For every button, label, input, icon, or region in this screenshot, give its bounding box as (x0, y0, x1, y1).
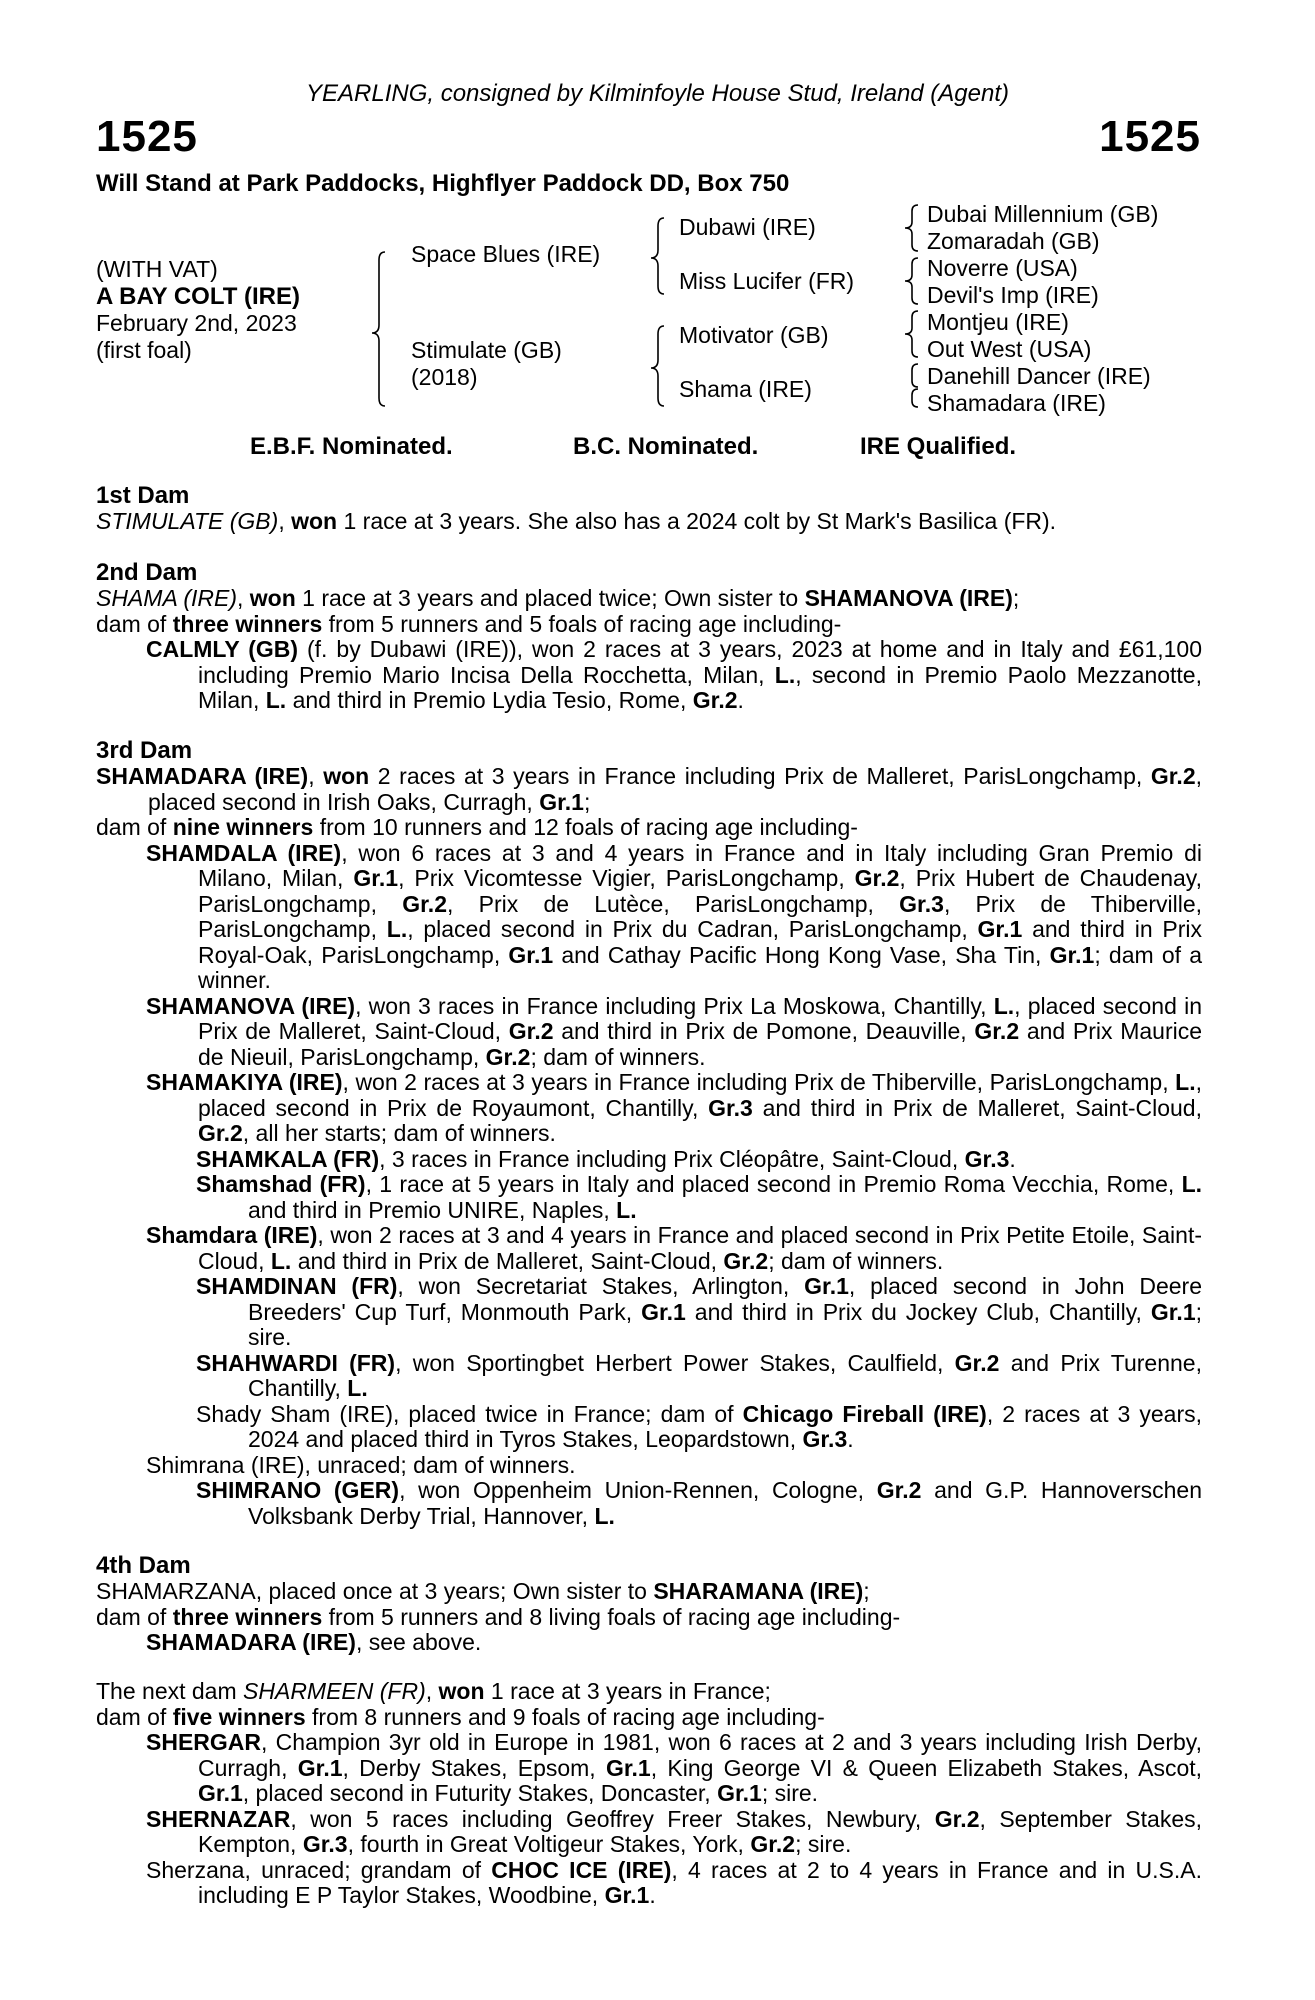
dam-sire-dam: Out West (USA) (927, 336, 1092, 362)
sherzana-entry: Sherzana, unraced; grandam of CHOC ICE (IRE), 4 races at 2 to 4 years in France and in U.S.A. including E P Taylor Stakes, Woodbine, Gr.1. (146, 1856, 1203, 1908)
dam-dam: Shama (IRE) (679, 376, 812, 402)
shamdinan-entry: SHAMDINAN (FR), won Secretariat Stakes, Arlington, Gr.1, placed second in John Deere Breeders' Cup Turf, Monmouth Park, Gr.1 and third in Prix du Jockey Club, Chantilly, Gr.1; sire. (196, 1273, 1203, 1350)
ebf-nomination: E.B.F. Nominated. (250, 433, 453, 460)
shimrano-entry: SHIMRANO (GER), won Oppenheim Union-Rennen, Cologne, Gr.2 and G.P. Hannoverschen Volksbank Derby Trial, Hannover, L. (196, 1477, 1202, 1529)
dam-sire-sire: Montjeu (IRE) (927, 309, 1069, 335)
sire-sire-dam: Zomaradah (GB) (927, 228, 1100, 254)
sire-dam-sire: Noverre (USA) (927, 255, 1078, 281)
lot-number-left: 1525 (96, 112, 198, 161)
dam-dam-dam: Shamadara (IRE) (927, 390, 1106, 416)
shamdara-entry: Shamdara (IRE), won 2 races at 3 and 4 years in France and placed second in Prix Petite Etoile, Saint-Cloud, L. and third in Prix de Malleret, Saint-Cloud, Gr.2; dam of winners. (146, 1222, 1203, 1274)
second-dam-produce: dam of three winners from 5 runners and 5 foals of racing age including- (96, 610, 842, 637)
shady-sham-entry: Shady Sham (IRE), placed twice in France; dam of Chicago Fireball (IRE), 2 races at 3 years, 2024 and placed third in Tyros Stakes, Leopardstown, Gr.3. (196, 1400, 1202, 1452)
calmly-entry: CALMLY (GB) (f. by Dubawi (IRE)), won 2 races at 3 years, 2023 at home and in Italy and £61,100 including Premio Mario Incisa Della Rocchetta, Milan, L., second in Premio Paolo Mezzanotte, Milan, L. and third in Premio Lydia Tesio, Rome, Gr.2. (146, 636, 1202, 713)
dam-year: (2018) (411, 364, 478, 390)
fourth-dam-produce: dam of three winners from 5 runners and 8 living foals of racing age including- (96, 1603, 901, 1630)
horse-foal-note: (first foal) (96, 337, 192, 363)
sire: Space Blues (IRE) (411, 241, 601, 267)
first-dam-section (96, 483, 1202, 535)
fourth-dam-text: SHAMARZANA, placed once at 3 years; Own sister to SHARAMANA (IRE); (96, 1578, 870, 1604)
second-dam-text: SHAMA (IRE), won 1 race at 3 years and placed twice; Own sister to SHAMANOVA (IRE); (96, 585, 1020, 611)
third-dam-text: SHAMADARA (IRE), won 2 races at 3 years in France including Prix de Malleret, ParisLongchamp, Gr.2, placed second in Irish Oaks, Curragh, Gr.1; (96, 763, 1203, 815)
shamdala-entry: SHAMDALA (IRE), won 6 races at 3 and 4 years in France and in Italy including Gran Premio di Milano, Milan, Gr.1, Prix Vicomtesse Vigier, ParisLongchamp, Gr.2, Prix Hubert de Chaudenay, ParisLongchamp, Gr.2, Prix de Lutèce, ParisLongchamp, Gr.3, Prix de Thiberville, ParisLongchamp, L., placed second in Prix du Cadran, ParisLongchamp, Gr.1 and third in Prix Royal-Oak, ParisLongchamp, Gr.1 and Cathay Pacific Hong Kong Vase, Sha Tin, Gr.1; dam of a winner. (146, 839, 1202, 993)
stand-location: Will Stand at Park Paddocks, Highflyer Paddock DD, Box 750 (96, 170, 790, 197)
shernazar-entry: SHERNAZAR, won 5 races including Geoffrey Freer Stakes, Newbury, Gr.2, September Stakes, Kempton, Gr.3, fourth in Great Voltigeur Stakes, York, Gr.2; sire. (146, 1805, 1203, 1857)
sire-dam-dam: Devil's Imp (IRE) (927, 282, 1099, 308)
second-dam-heading: 2nd Dam (96, 559, 198, 586)
next-dam-section (96, 1679, 1202, 1909)
dam: Stimulate (GB) (411, 337, 562, 363)
next-dam-text: The next dam SHARMEEN (FR), won 1 race at 3 years in France; (96, 1678, 771, 1704)
third-dam-produce: dam of nine winners from 10 runners and 12 foals of racing age including- (96, 814, 858, 840)
shamkala-entry: SHAMKALA (FR), 3 races in France including Prix Cléopâtre, Saint-Cloud, Gr.3. (196, 1145, 1016, 1172)
second-dam-section (96, 560, 1202, 714)
dam-dam-sire: Danehill Dancer (IRE) (927, 363, 1151, 389)
shimrana-entry: Shimrana (IRE), unraced; dam of winners. (146, 1451, 576, 1478)
dam-sire: Motivator (GB) (679, 322, 829, 348)
shergar-entry: SHERGAR, Champion 3yr old in Europe in 1981, won 6 races at 2 and 3 years including Irish Derby, Curragh, Gr.1, Derby Stakes, Epsom, Gr.1, King George VI & Queen Elizabeth Stakes, Ascot, Gr.1, placed second in Futurity Stakes, Doncaster, Gr.1; sire. (146, 1729, 1203, 1806)
third-dam-heading: 3rd Dam (96, 737, 193, 764)
fourth-dam-section (96, 1553, 1202, 1656)
sire-sire-sire: Dubai Millennium (GB) (927, 201, 1159, 227)
shamshad-entry: Shamshad (FR), 1 race at 5 years in Italy and placed second in Premio Roma Vecchia, Rome, L. and third in Premio UNIRE, Naples, L. (196, 1171, 1203, 1223)
sire-dam: Miss Lucifer (FR) (679, 268, 855, 294)
horse-dob: February 2nd, 2023 (96, 310, 297, 336)
first-dam-text: STIMULATE (GB), won 1 race at 3 years. She also has a 2024 colt by St Mark's Basilica (FR). (96, 508, 1057, 534)
bc-nomination: B.C. Nominated. (573, 433, 759, 460)
shamanova-entry: SHAMANOVA (IRE), won 3 races in France including Prix La Moskowa, Chantilly, L., placed second in Prix de Malleret, Saint-Cloud, Gr.2 and third in Prix de Pomone, Deauville, Gr.2 and Prix Maurice de Nieuil, ParisLongchamp, Gr.2; dam of winners. (146, 992, 1203, 1070)
fourth-dam-heading: 4th Dam (96, 1552, 191, 1579)
lot-number-right: 1525 (1099, 112, 1201, 161)
third-dam-section (96, 738, 1202, 1529)
pedigree-braces (0, 0, 1315, 460)
first-dam-heading: 1st Dam (96, 482, 190, 509)
sire-sire: Dubawi (IRE) (679, 214, 816, 240)
vat-note: (WITH VAT) (96, 256, 218, 282)
shamakiya-entry: SHAMAKIYA (IRE), won 2 races at 3 years in France including Prix de Thiberville, ParisLongchamp, L., placed second in Prix de Royaumont, Chantilly, Gr.3 and third in Prix de Malleret, Saint-Cloud, Gr.2, all her starts; dam of winners. (146, 1069, 1202, 1146)
ire-qualified: IRE Qualified. (860, 433, 1017, 460)
shahwardi-entry: SHAHWARDI (FR), won Sportingbet Herbert Power Stakes, Caulfield, Gr.2 and Prix Turenne, Chantilly, L. (196, 1349, 1202, 1401)
shamadara-entry: SHAMADARA (IRE), see above. (146, 1629, 482, 1655)
next-dam-produce: dam of five winners from 8 runners and 9 foals of racing age including- (96, 1703, 825, 1730)
horse-name: A BAY COLT (IRE) (96, 283, 301, 310)
consignor-line: YEARLING, consigned by Kilminfoyle House Stud, Ireland (Agent) (305, 80, 1010, 107)
